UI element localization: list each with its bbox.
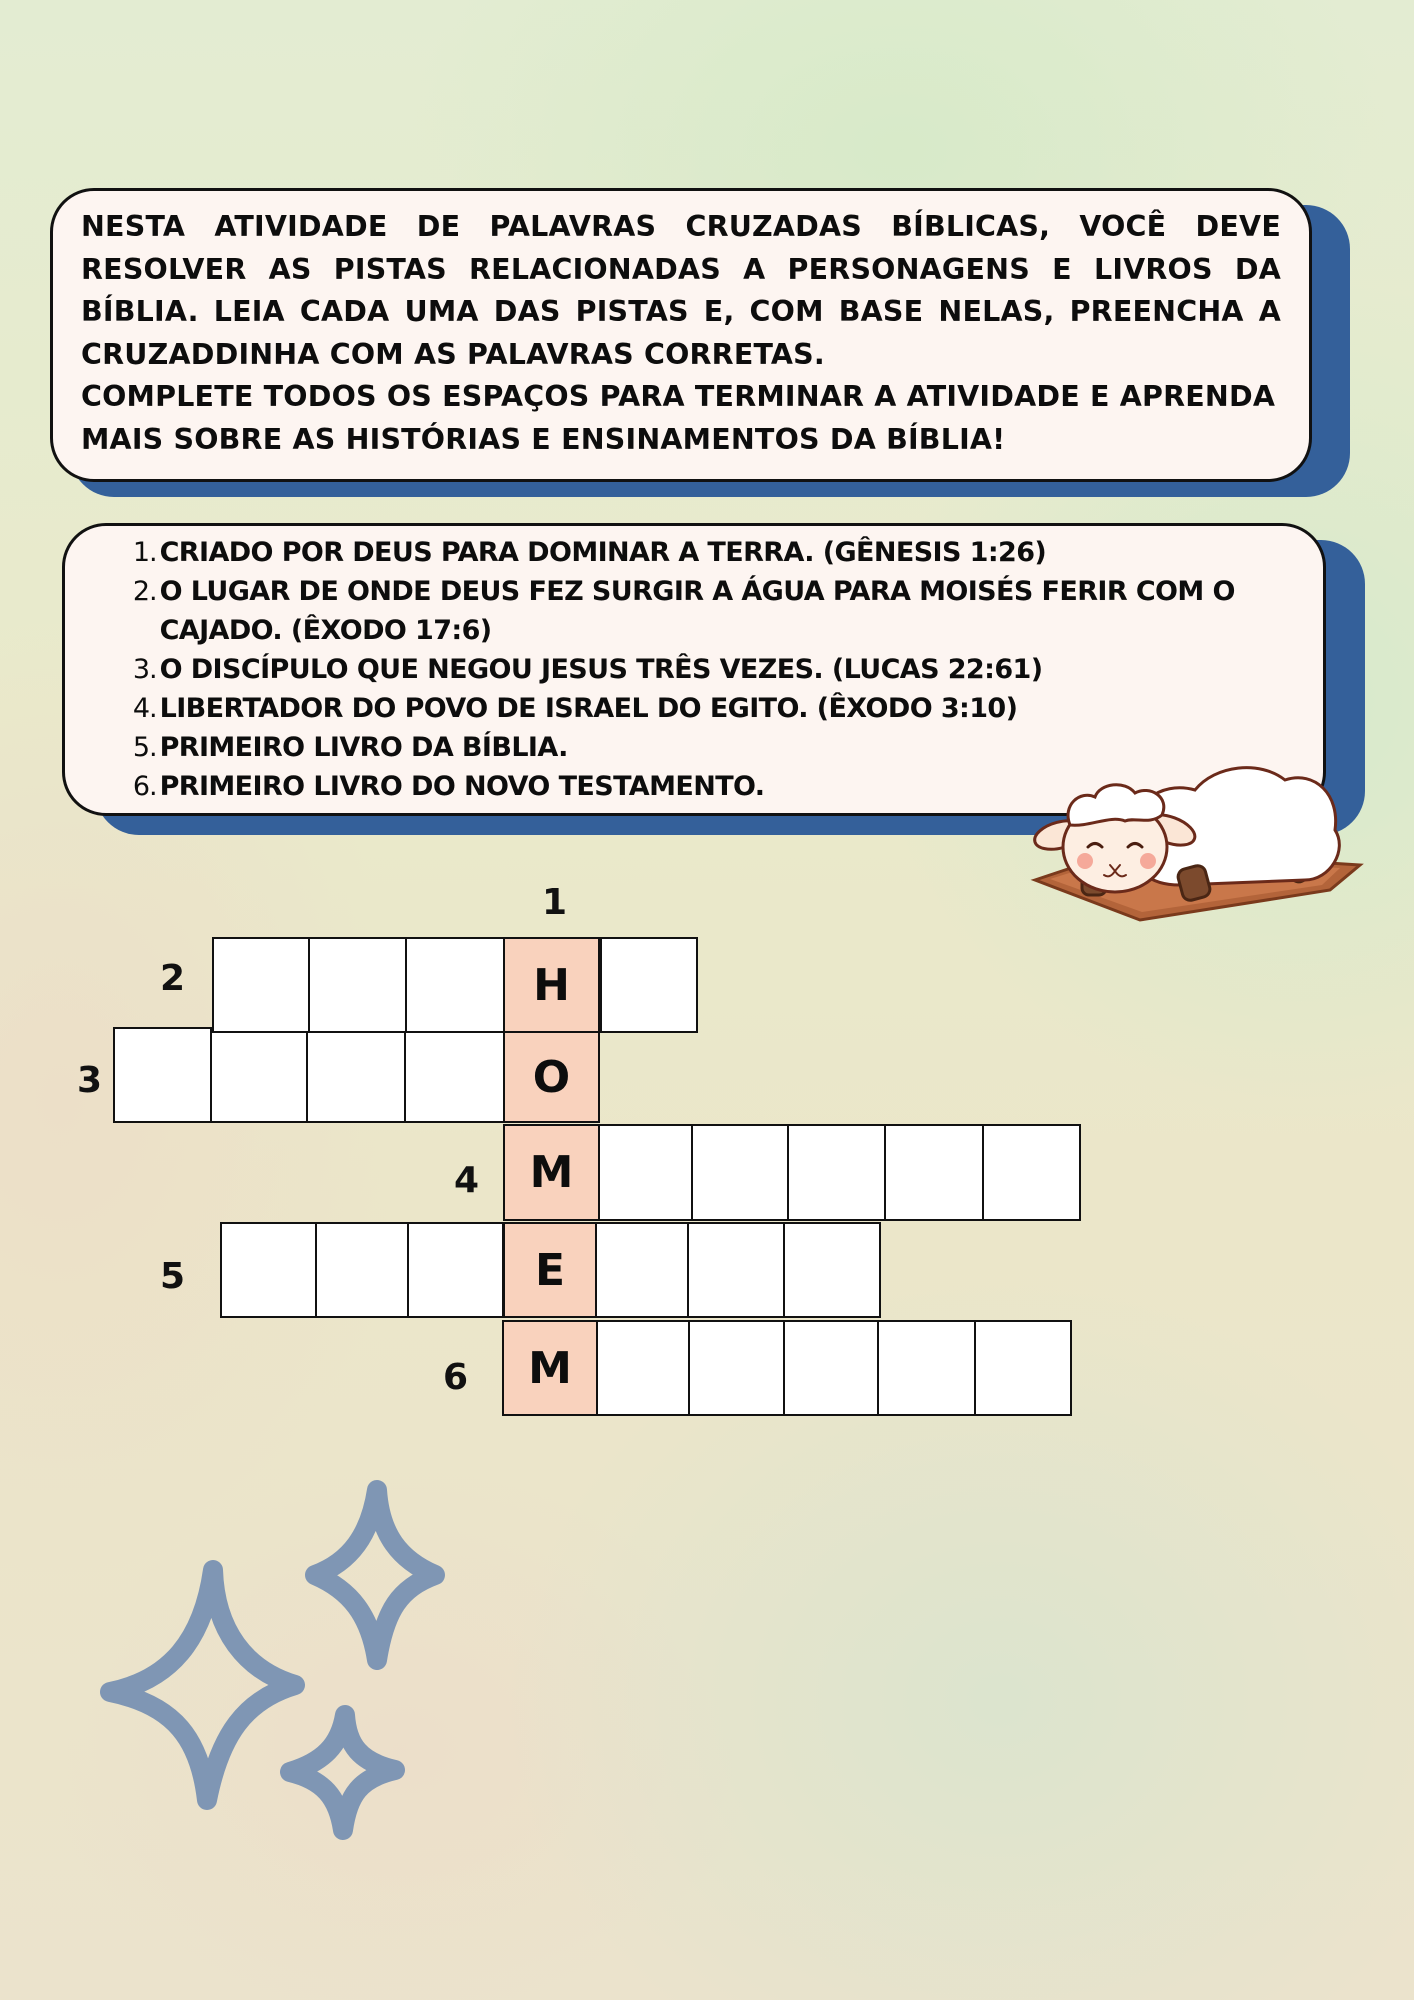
clue-text: PRIMEIRO LIVRO DA BÍBLIA.: [159, 732, 568, 763]
crossword-cell[interactable]: [783, 1320, 879, 1416]
key-letter: E: [534, 1244, 566, 1296]
crossword-key-cell[interactable]: [503, 1222, 597, 1318]
clue-number: 6: [132, 771, 149, 802]
clue-label-5: 5: [160, 1256, 186, 1297]
crossword-cell[interactable]: [974, 1320, 1072, 1416]
clue-label-1: 1: [542, 882, 568, 923]
clue-text: CRIADO POR DEUS PARA DOMINAR A TERRA. (GÊNESIS 1:26): [159, 537, 1047, 568]
clue-number: 4: [132, 693, 149, 724]
key-letter: H: [533, 959, 570, 1011]
clue-label-4: 4: [454, 1160, 480, 1201]
crossword-key-cell[interactable]: [503, 1031, 600, 1123]
clue-label-6: 6: [443, 1357, 469, 1398]
crossword-key-cell[interactable]: [503, 1124, 600, 1221]
crossword-cell[interactable]: [595, 1222, 689, 1318]
crossword-cell[interactable]: [404, 1031, 505, 1123]
crossword-cell[interactable]: [315, 1222, 409, 1318]
clue-item: [125, 689, 1303, 728]
clue-text: O LUGAR DE ONDE DEUS FEZ SURGIR A ÁGUA PARA MOISÉS FERIR COM O CAJADO. (ÊXODO 17:6): [159, 576, 1235, 646]
sparkles-icon: [95, 1470, 475, 1850]
clue-item: [125, 572, 1303, 650]
crossword-cell[interactable]: [405, 937, 505, 1033]
clue-text: O DISCÍPULO QUE NEGOU JESUS TRÊS VEZES. (LUCAS 22:61): [159, 654, 1043, 685]
crossword-cell[interactable]: [306, 1031, 406, 1123]
crossword-cell[interactable]: [596, 1320, 690, 1416]
clue-label-2: 2: [160, 958, 186, 999]
crossword-cell[interactable]: [688, 1320, 785, 1416]
clue-number: 1: [132, 537, 149, 568]
clue-number-dot: .: [149, 576, 158, 607]
key-letter: M: [528, 1342, 572, 1394]
crossword-key-cell[interactable]: [503, 937, 600, 1033]
crossword-cell[interactable]: [877, 1320, 976, 1416]
clue-item: [125, 650, 1303, 689]
clue-number-dot: .: [149, 693, 158, 724]
crossword-cell[interactable]: [113, 1027, 212, 1123]
crossword-cell[interactable]: [308, 937, 407, 1033]
instructions-card: [50, 188, 1312, 482]
clue-number-dot: .: [149, 771, 158, 802]
clue-label-3: 3: [77, 1060, 103, 1101]
clue-number: 2: [132, 576, 149, 607]
clue-item: [125, 533, 1303, 572]
instructions-paragraph-1: NESTA ATIVIDADE DE PALAVRAS CRUZADAS BÍBLICAS, VOCÊ DEVE RESOLVER AS PISTAS RELACIONADAS A PERSONAGENS E LIVROS DA BÍBLIA. LEIA CADA UMA DAS PISTAS E, COM BASE NELAS, PREENCHA A CRUZADDINHA COM AS PALAVRAS CORRETAS.: [81, 210, 1281, 371]
clue-number-dot: .: [149, 654, 158, 685]
crossword-cell[interactable]: [884, 1124, 984, 1221]
crossword-cell[interactable]: [787, 1124, 886, 1221]
clue-text: PRIMEIRO LIVRO DO NOVO TESTAMENTO.: [159, 771, 765, 802]
crossword-cell[interactable]: [691, 1124, 789, 1221]
crossword-cell[interactable]: [687, 1222, 785, 1318]
instructions-paragraph-2: COMPLETE TODOS OS ESPAÇOS PARA TERMINAR A ATIVIDADE E APRENDA MAIS SOBRE AS HISTÓRIAS E ENSINAMENTOS DA BÍBLIA!: [81, 380, 1276, 456]
crossword-cell[interactable]: [212, 937, 310, 1033]
crossword-cell[interactable]: [407, 1222, 504, 1318]
crossword-cell[interactable]: [600, 937, 698, 1033]
crossword-cell[interactable]: [210, 1031, 308, 1123]
clue-text: LIBERTADOR DO POVO DE ISRAEL DO EGITO. (ÊXODO 3:10): [159, 693, 1018, 724]
key-letter: M: [529, 1147, 574, 1198]
clue-number-dot: .: [149, 732, 158, 763]
clue-number: 5: [132, 732, 149, 763]
clue-number-dot: .: [149, 537, 158, 568]
crossword-cell[interactable]: [783, 1222, 881, 1318]
crossword-key-cell[interactable]: [502, 1320, 598, 1416]
key-letter: O: [532, 1051, 571, 1103]
crossword-cell[interactable]: [220, 1222, 317, 1318]
crossword-cell[interactable]: [598, 1124, 693, 1221]
crossword-cell[interactable]: [982, 1124, 1081, 1221]
sheep-icon: [1030, 755, 1370, 925]
clue-number: 3: [132, 654, 149, 685]
